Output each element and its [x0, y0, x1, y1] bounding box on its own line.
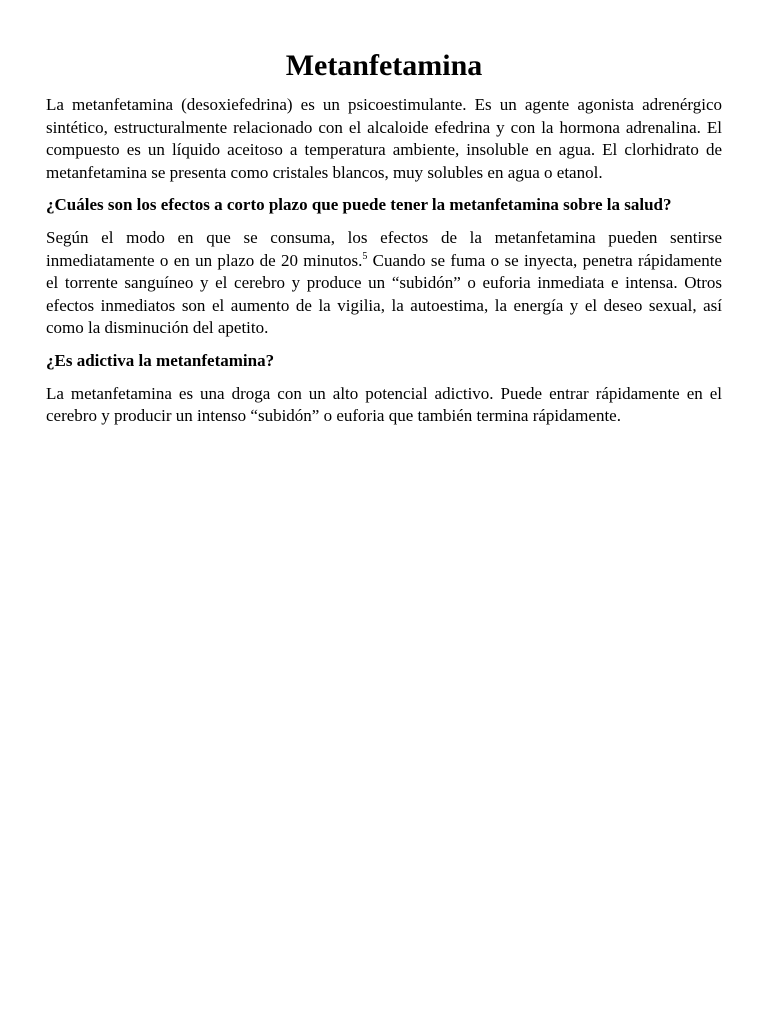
short-term-effects-text-start: Según el modo en que se consuma, los efectos de la metanfetamina pueden sentirse inmediatamente o en un plazo de 20 minutos.	[46, 227, 722, 270]
addiction-paragraph: La metanfetamina es una droga con un alto potencial adictivo. Puede entrar rápidamente en el cerebro y producir un intenso “subidón” o euforia que también termina rápidamente.	[46, 383, 722, 426]
short-term-effects-text-end: Cuando se fuma o se inyecta, penetra rápidamente el torrente sanguíneo y el cerebro y produce un “subidón” o euforia inmediata e intensa. Otros efectos inmediatos son el aumento de la vigilia, la autoestima, la energía y el deseo sexual, así como la disminución del apetito.	[46, 250, 722, 338]
intro-paragraph: La metanfetamina (desoxiefedrina) es un psicoestimulante. Es un agente agonista adrenérgico sintético, estructuralmente relacionado con el alcaloide efedrina y con la hormona adrenalina. El compuesto es un líquido aceitoso a temperatura ambiente, insoluble en agua. El clorhidrato de metanfetamina se presenta como cristales blancos, muy solubles en agua o etanol.	[46, 95, 722, 182]
section-heading-short-term-effects: ¿Cuáles son los efectos a corto plazo que puede tener la metanfetamina sobre la salud?	[46, 195, 672, 215]
footnote-reference: 5	[362, 250, 368, 262]
short-term-effects-paragraph	[46, 227, 722, 340]
section-heading-addiction: ¿Es adictiva la metanfetamina?	[46, 350, 275, 370]
document-title: Metanfetamina	[285, 49, 483, 82]
